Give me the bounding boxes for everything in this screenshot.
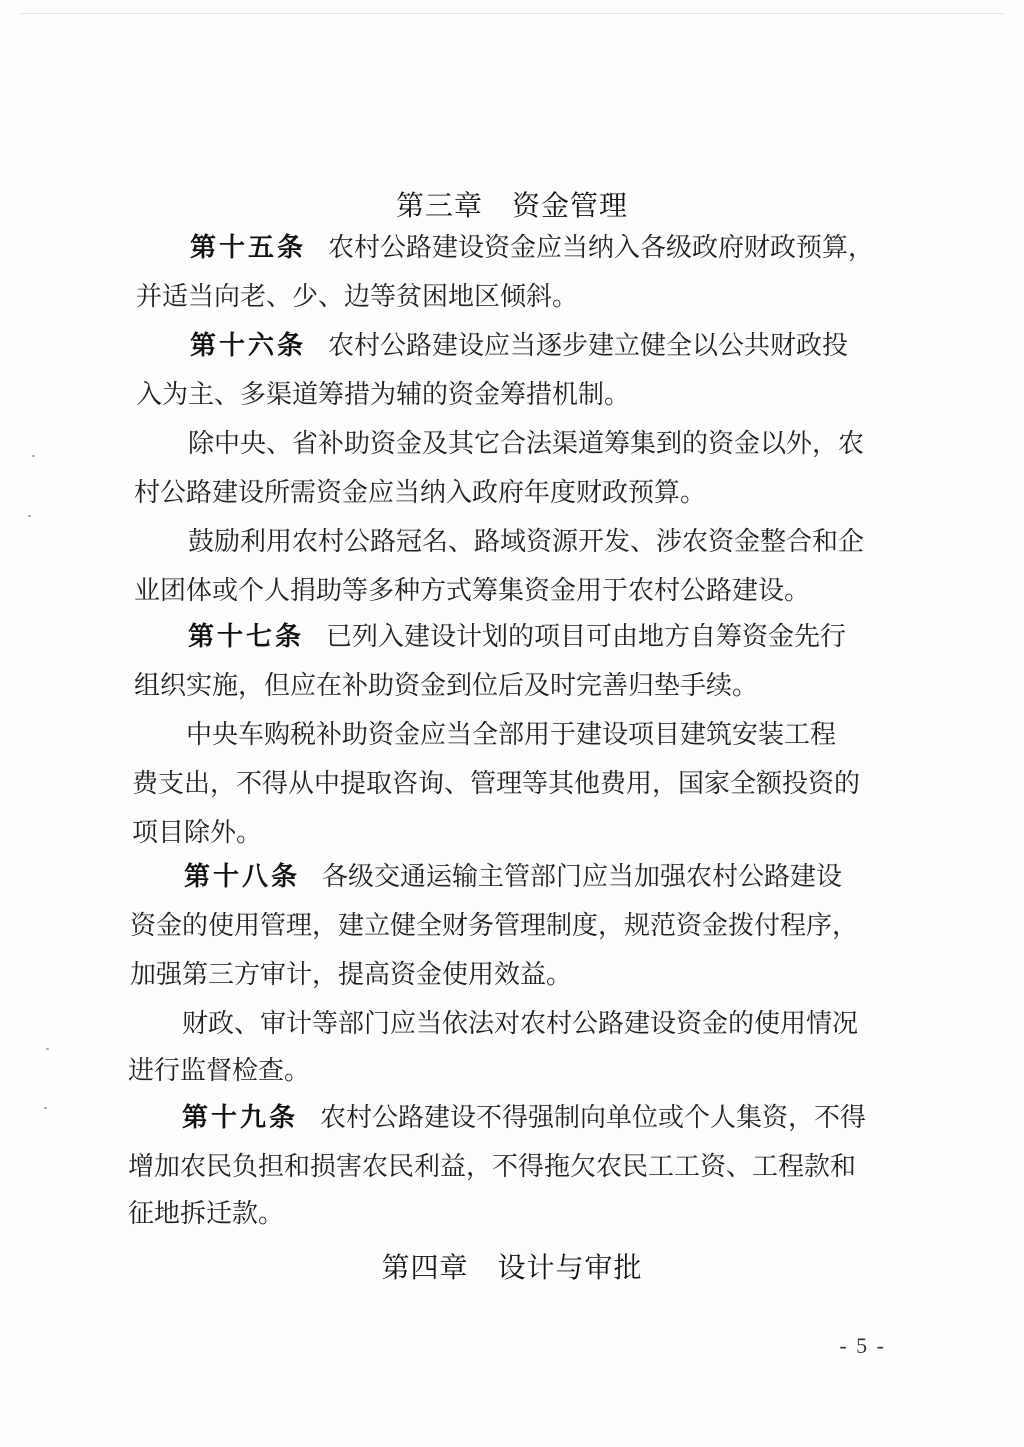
article-paragraph-line	[190, 328, 848, 364]
article-paragraph-line	[182, 1100, 866, 1136]
paragraph-line: 财政、审计等部门应当依法对农村公路建设资金的使用情况	[182, 1009, 859, 1039]
paragraph-line: 增加农民负担和损害农民利益，不得拖欠农民工工资、工程款和	[128, 1152, 857, 1182]
paragraph-line: 费支出，不得从中提取咨询、管理等其他费用，国家全额投资的	[132, 769, 861, 799]
article-text: 农村公路建设资金应当纳入各级政府财政预算，	[328, 233, 875, 263]
article-text: 农村公路建设不得强制向单位或个人集资，不得	[320, 1103, 867, 1133]
article-text: 各级交通运输主管部门应当加强农村公路建设	[322, 862, 843, 892]
article-label: 第十八条	[184, 862, 301, 892]
scan-speck	[46, 1048, 49, 1050]
scan-edge-line	[20, 13, 1004, 14]
paragraph-line: 组织实施，但应在补助资金到位后及时完善归垫手续。	[134, 671, 759, 701]
article-label: 第十五条	[190, 233, 307, 263]
chapter-title: 第四章 设计与审批	[381, 1251, 643, 1284]
paragraph-line: 入为主、多渠道筹措为辅的资金筹措机制。	[136, 380, 631, 410]
article-paragraph-line	[184, 859, 842, 895]
paragraph-line: 资金的使用管理，建立健全财务管理制度，规范资金拨付程序，	[130, 911, 859, 941]
article-text: 农村公路建设应当逐步建立健全以公共财政投	[328, 331, 849, 361]
chapter-title: 第三章 资金管理	[395, 189, 628, 222]
paragraph-line: 加强第三方审计，提高资金使用效益。	[130, 960, 573, 990]
paragraph-line: 业团体或个人捐助等多种方式筹集资金用于农村公路建设。	[134, 576, 811, 606]
article-text: 已列入建设计划的项目可由地方自筹资金先行	[326, 622, 847, 652]
scan-speck	[44, 1107, 47, 1109]
article-label: 第十七条	[188, 622, 305, 652]
article-paragraph-line	[190, 230, 874, 266]
paragraph-line: 村公路建设所需资金应当纳入政府年度财政预算。	[134, 478, 707, 508]
article-label: 第十九条	[182, 1103, 299, 1133]
scan-speck	[28, 515, 31, 517]
paragraph-line: 鼓励利用农村公路冠名、路域资源开发、涉农资金整合和企	[188, 527, 865, 557]
paragraph-line: 并适当向老、少、边等贫困地区倾斜。	[136, 282, 579, 312]
paragraph-line: 进行监督检查。	[128, 1056, 311, 1086]
paragraph-line: 征地拆迁款。	[128, 1199, 285, 1229]
page-number: - 5 -	[839, 1333, 886, 1358]
article-paragraph-line	[188, 619, 846, 655]
paragraph-line: 除中央、省补助资金及其它合法渠道筹集到的资金以外，农	[188, 429, 865, 459]
article-label: 第十六条	[190, 331, 307, 361]
scan-speck	[32, 455, 35, 457]
paragraph-line: 中央车购税补助资金应当全部用于建设项目建筑安装工程	[186, 720, 837, 750]
paragraph-line: 项目除外。	[132, 818, 263, 848]
